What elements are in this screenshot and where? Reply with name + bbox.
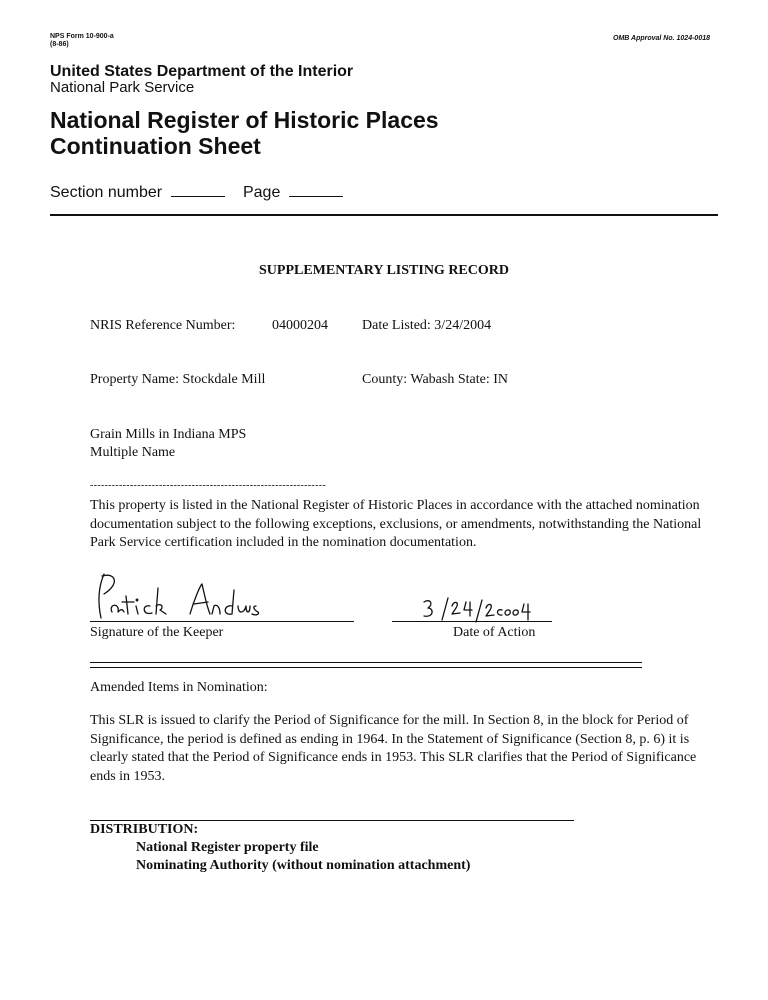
property-name: Property Name: Stockdale Mill — [90, 372, 266, 387]
date-line — [392, 621, 552, 622]
record-title: SUPPLEMENTARY LISTING RECORD — [259, 263, 509, 278]
distribution-title: DISTRIBUTION: — [90, 822, 199, 837]
multiple-name: Multiple Name — [90, 445, 176, 460]
department-name: United States Department of the Interior — [50, 63, 354, 80]
date-listed: Date Listed: 3/24/2004 — [362, 318, 492, 333]
amended-items-label: Amended Items in Nomination: — [90, 680, 268, 695]
form-number — [50, 33, 114, 49]
dashed-separator: ----------------------------------------------------------------- — [90, 480, 326, 491]
amended-items-text: This SLR is issued to clarify the Period of Significance for the mill. In Section 8, in the block for Period of Significance, the period is defined as ending in 1964. In the Statement of Significance (Section 8, p. 6) it is clearly stated that the Period of Significance ends in 1953. This SLR clarifies that the Period of Significance ends in 1953. — [90, 713, 697, 784]
page-label: Page — [242, 184, 281, 201]
document-title: National Register of Historic Places — [50, 107, 439, 133]
signature-label: Signature of the Keeper — [90, 625, 224, 640]
section-number-label: Section number — [50, 184, 163, 201]
header-rule — [50, 214, 718, 216]
page-blank — [289, 196, 343, 197]
section-page-line — [50, 184, 343, 202]
double-separator — [90, 662, 642, 668]
distribution-item: National Register property file — [136, 840, 319, 855]
document-subtitle: Continuation Sheet — [50, 133, 261, 159]
agency-name: National Park Service — [50, 79, 195, 96]
keeper-signature — [90, 570, 270, 622]
form-number-text: NPS Form 10-900-a — [50, 33, 114, 40]
county-state: County: Wabash State: IN — [362, 372, 508, 387]
distribution-item: Nominating Authority (without nomination attachment) — [136, 858, 471, 873]
date-of-action-label: Date of Action — [453, 625, 536, 640]
listing-statement: This property is listed in the National Register of Historic Places in accordance with the attached nomination documentation subject to the following exceptions, exclusions, or amendments, notwithstanding the National Park Service certification included in the nomination documentation. — [90, 498, 702, 550]
nris-label: NRIS Reference Number: — [90, 318, 236, 333]
nris-value: 04000204 — [272, 318, 328, 333]
form-date-text: (8-86) — [50, 41, 69, 48]
mps-name: Grain Mills in Indiana MPS — [90, 427, 247, 442]
section-number-blank — [171, 196, 225, 197]
omb-approval: OMB Approval No. 1024-0018 — [613, 35, 710, 42]
distribution-rule — [90, 820, 574, 821]
signature-line — [90, 621, 354, 622]
